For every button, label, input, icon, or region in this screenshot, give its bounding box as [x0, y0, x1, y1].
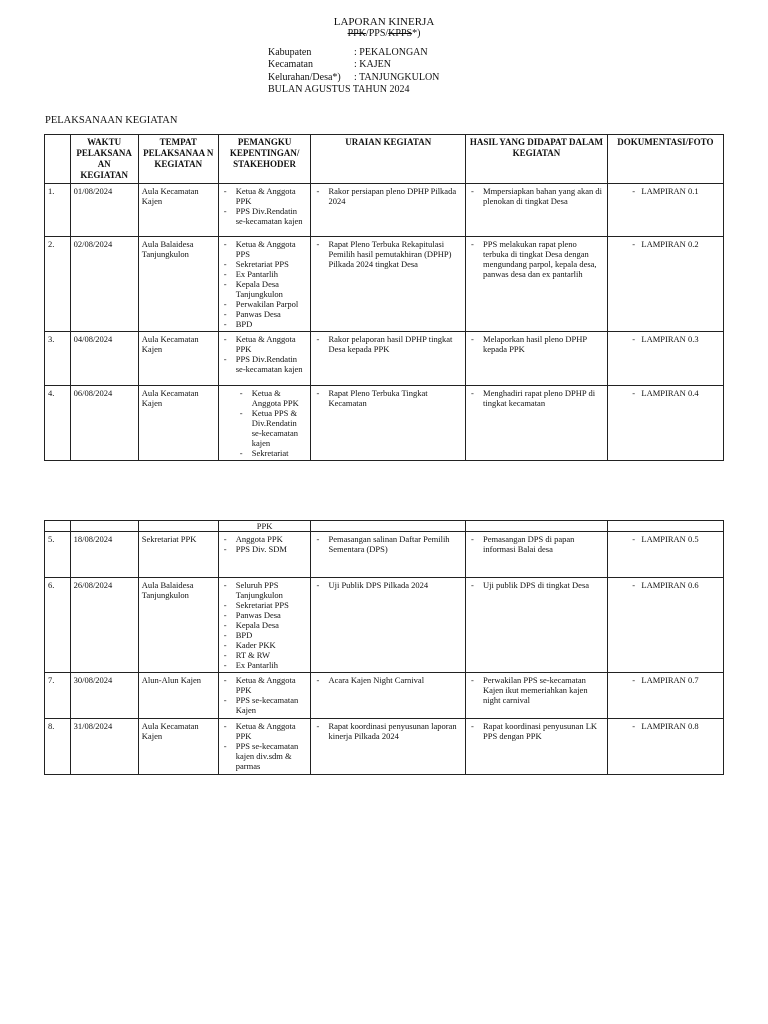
stakeholder-list — [222, 580, 308, 670]
row-result-text: - Perwakilan PPS se-kecamatan Kajen ikut memeriahkan kajen night carnival — [469, 675, 604, 705]
row-stakeholders — [218, 578, 311, 673]
row-number: 5. — [45, 532, 71, 578]
row-activity-text: - Uji Publik DPS Pilkada 2024 — [314, 580, 462, 590]
row-place: Aula Kecamatan Kajen — [138, 184, 218, 237]
col-header-no — [45, 135, 71, 184]
row-activity-list — [314, 334, 462, 354]
table-row — [45, 184, 724, 237]
row-activity — [311, 332, 466, 386]
col-header-stakeholder: PEMANGKU KEPENTINGAN/ STAKEHODER — [218, 135, 311, 184]
row-documentation — [607, 532, 723, 578]
row-result-list — [469, 388, 604, 408]
row-activity-text: - Rapat Pleno Terbuka Rekapitulasi Pemilih hasil pemutakhiran (DPHP) Pilkada 2024 tingkat Desa — [314, 239, 462, 269]
row-stakeholders — [218, 332, 311, 386]
stakeholder-item: - Ketua & Anggota PPS — [222, 239, 308, 259]
row-place: Sekretariat PPK — [138, 532, 218, 578]
stakeholder-item: - Sekretariat PPS — [222, 600, 308, 610]
stakeholder-item: - Anggota PPK — [222, 534, 308, 544]
attachment-link: - LAMPIRAN 0.7 — [632, 675, 698, 685]
continuation-cell — [466, 521, 608, 532]
stakeholder-item: - Ketua & Anggota PPK — [222, 186, 308, 206]
stakeholder-item: - Sekretariat PPS — [222, 259, 308, 269]
stakeholder-item: - PPS se-kecamatan kajen div.sdm & parmas — [222, 741, 308, 771]
row-result-list — [469, 534, 604, 554]
row-activity-text: - Rakor persiapan pleno DPHP Pilkada 2024 — [314, 186, 462, 206]
row-activity-text: - Acara Kajen Night Carnival — [314, 675, 462, 685]
row-date: 31/08/2024 — [70, 719, 138, 775]
row-date: 18/08/2024 — [70, 532, 138, 578]
row-place: Aula Balaidesa Tanjungkulon — [138, 578, 218, 673]
table-row — [45, 237, 724, 332]
row-activity-text: - Pemasangan salinan Daftar Pemilih Sementara (DPS) — [314, 534, 462, 554]
row-activity-list — [314, 675, 462, 685]
row-date: 06/08/2024 — [70, 386, 138, 461]
stakeholder-item: - Perwakilan Parpol — [222, 299, 308, 309]
row-activity-text: - Rapat koordinasi penyusunan laporan kinerja Pilkada 2024 — [314, 721, 462, 741]
stakeholder-item: - Kepala Desa Tanjungkulon — [222, 279, 308, 299]
stakeholder-list — [222, 721, 308, 771]
stakeholder-item: - Kepala Desa — [222, 620, 308, 630]
row-documentation — [607, 578, 723, 673]
table-header-row — [45, 135, 724, 184]
row-documentation — [607, 673, 723, 719]
stakeholder-item: - Ketua & Anggota PPK — [222, 334, 308, 354]
table-row — [45, 532, 724, 578]
row-documentation — [607, 184, 723, 237]
row-stakeholders — [218, 532, 311, 578]
attachment-link: - LAMPIRAN 0.5 — [632, 534, 698, 544]
row-result-list — [469, 721, 604, 741]
row-number: 6. — [45, 578, 71, 673]
meta-kelurahan — [268, 72, 439, 84]
row-date: 30/08/2024 — [70, 673, 138, 719]
stakeholder-item: - Ex Pantarlih — [222, 660, 308, 670]
table-row — [45, 578, 724, 673]
row-activity — [311, 532, 466, 578]
row-place: Aula Kecamatan Kajen — [138, 386, 218, 461]
continuation-cell — [70, 521, 138, 532]
stakeholder-item: - PPS Div.Rendatin se-kecamatan kajen — [222, 354, 308, 374]
stakeholder-item: - Sekretariat — [222, 448, 308, 458]
stakeholder-item: - RT & RW — [222, 650, 308, 660]
stakeholder-item: - BPD — [222, 630, 308, 640]
table-row — [45, 673, 724, 719]
row-stakeholders — [218, 184, 311, 237]
row-place: Aula Kecamatan Kajen — [138, 719, 218, 775]
row-result-list — [469, 186, 604, 206]
table-row — [45, 332, 724, 386]
row-number: 2. — [45, 237, 71, 332]
row-number: 1. — [45, 184, 71, 237]
report-title: LAPORAN KINERJA — [333, 16, 435, 28]
row-documentation — [607, 332, 723, 386]
row-result-list — [469, 334, 604, 354]
report-subtitle — [0, 28, 768, 40]
row-number: 8. — [45, 719, 71, 775]
continuation-row — [45, 521, 724, 532]
attachment-link: - LAMPIRAN 0.1 — [632, 186, 698, 196]
row-result — [466, 719, 608, 775]
row-result-list — [469, 675, 604, 705]
kecamatan-label: Kecamatan — [268, 59, 313, 70]
row-activity-list — [314, 580, 462, 590]
stakeholder-item: - Ex Pantarlih — [222, 269, 308, 279]
row-date: 02/08/2024 — [70, 237, 138, 332]
row-result — [466, 386, 608, 461]
meta-kecamatan — [268, 59, 391, 71]
row-activity — [311, 184, 466, 237]
continuation-cell — [607, 521, 723, 532]
stakeholder-item: - Seluruh PPS Tanjungkulon — [222, 580, 308, 600]
row-activity-text: - Rakor pelaporan hasil DPHP tingkat Desa kepada PPK — [314, 334, 462, 354]
row-documentation — [607, 386, 723, 461]
stakeholder-list — [222, 388, 308, 458]
subtitle-ppk: PPK — [347, 28, 366, 39]
table-row — [45, 386, 724, 461]
attachment-link: - LAMPIRAN 0.8 — [632, 721, 698, 731]
attachment-link: - LAMPIRAN 0.3 — [632, 334, 698, 344]
col-header-activity: URAIAN KEGIATAN — [311, 135, 466, 184]
stakeholder-item: - Panwas Desa — [222, 610, 308, 620]
row-result-list — [469, 239, 604, 279]
row-result — [466, 673, 608, 719]
meta-kabupaten — [268, 47, 428, 59]
row-result-text: - Uji publik DPS di tingkat Desa — [469, 580, 604, 590]
row-documentation — [607, 719, 723, 775]
row-result — [466, 532, 608, 578]
row-activity — [311, 237, 466, 332]
report-period: BULAN AGUSTUS TAHUN 2024 — [268, 84, 410, 95]
stakeholder-item: - Ketua & Anggota PPK — [222, 388, 308, 408]
row-number: 7. — [45, 673, 71, 719]
row-number: 3. — [45, 332, 71, 386]
row-number: 4. — [45, 386, 71, 461]
stakeholder-item: - Kader PKK — [222, 640, 308, 650]
row-documentation — [607, 237, 723, 332]
kelurahan-label: Kelurahan/Desa*) — [268, 72, 341, 83]
row-result-text: - Menghadiri rapat pleno DPHP di tingkat kecamatan — [469, 388, 604, 408]
row-result — [466, 184, 608, 237]
row-activity — [311, 386, 466, 461]
row-place: Aula Kecamatan Kajen — [138, 332, 218, 386]
stakeholder-item: - Panwas Desa — [222, 309, 308, 319]
row-activity-list — [314, 388, 462, 408]
stakeholder-item: - PPS se-kecamatan Kajen — [222, 695, 308, 715]
subtitle-pps: /PPS/ — [365, 28, 389, 39]
stakeholder-item: - PPS Div.Rendatin se-kecamatan kajen — [222, 206, 308, 226]
row-result-text: - Pemasangan DPS di papan informasi Balai desa — [469, 534, 604, 554]
row-date: 04/08/2024 — [70, 332, 138, 386]
activity-table-continued — [44, 520, 724, 775]
row-activity-list — [314, 239, 462, 269]
row-result-list — [469, 580, 604, 590]
continuation-cell — [45, 521, 71, 532]
kabupaten-label: Kabupaten — [268, 47, 312, 58]
row-activity-list — [314, 721, 462, 741]
kecamatan-value: : KAJEN — [354, 59, 391, 70]
stakeholder-item: - PPS Div. SDM — [222, 544, 308, 554]
stakeholder-list — [222, 334, 308, 374]
row-date: 01/08/2024 — [70, 184, 138, 237]
stakeholder-item: - Ketua & Anggota PPK — [222, 675, 308, 695]
stakeholder-list — [222, 675, 308, 715]
row-activity — [311, 578, 466, 673]
continuation-cell — [138, 521, 218, 532]
activity-table — [44, 134, 724, 461]
table-row — [45, 719, 724, 775]
row-place: Alun-Alun Kajen — [138, 673, 218, 719]
row-date: 26/08/2024 — [70, 578, 138, 673]
col-header-documentation: DOKUMENTASI/FOTO — [607, 135, 723, 184]
col-header-time: WAKTU PELAKSANA AN KEGIATAN — [70, 135, 138, 184]
row-activity-list — [314, 186, 462, 206]
col-header-place: TEMPAT PELAKSANAA N KEGIATAN — [138, 135, 218, 184]
subtitle-tail: *) — [412, 28, 421, 39]
attachment-link: - LAMPIRAN 0.6 — [632, 580, 698, 590]
row-result — [466, 237, 608, 332]
row-stakeholders — [218, 719, 311, 775]
stakeholder-list — [222, 186, 308, 226]
section-title: PELAKSANAAN KEGIATAN — [45, 115, 178, 126]
row-result-text: - Melaporkan hasil pleno DPHP kepada PPK — [469, 334, 604, 354]
stakeholder-item: - Ketua PPS & Div.Rendatin se-kecamatan kajen — [222, 408, 308, 448]
subtitle-kpps: KPPS — [388, 28, 413, 39]
row-activity-text: - Rapat Pleno Terbuka Tingkat Kecamatan — [314, 388, 462, 408]
row-result — [466, 332, 608, 386]
continuation-cell — [311, 521, 466, 532]
row-result-text: - Rapat koordinasi penyusunan LK PPS dengan PPK — [469, 721, 604, 741]
attachment-link: - LAMPIRAN 0.4 — [632, 388, 698, 398]
row-place: Aula Balaidesa Tanjungkulon — [138, 237, 218, 332]
row-stakeholders — [218, 237, 311, 332]
stakeholder-list — [222, 239, 308, 329]
row-result-text: - PPS melakukan rapat pleno terbuka di tingkat Desa dengan mengundang parpol, kepala desa, panwas desa dan ex pantarlih — [469, 239, 604, 279]
col-header-result: HASIL YANG DIDAPAT DALAM KEGIATAN — [466, 135, 608, 184]
stakeholder-item: - Ketua & Anggota PPK — [222, 721, 308, 741]
row-activity-list — [314, 534, 462, 554]
attachment-link: - LAMPIRAN 0.2 — [632, 239, 698, 249]
kelurahan-value: : TANJUNGKULON — [354, 72, 440, 83]
stakeholder-item: - BPD — [222, 319, 308, 329]
continuation-stakeholder: PPK — [218, 521, 311, 532]
kabupaten-value: : PEKALONGAN — [354, 47, 428, 58]
row-result — [466, 578, 608, 673]
row-activity — [311, 673, 466, 719]
row-activity — [311, 719, 466, 775]
stakeholder-list — [222, 534, 308, 554]
row-result-text: - Mmpersiapkan bahan yang akan di plenokan di tingkat Desa — [469, 186, 604, 206]
row-stakeholders — [218, 673, 311, 719]
row-stakeholders — [218, 386, 311, 461]
